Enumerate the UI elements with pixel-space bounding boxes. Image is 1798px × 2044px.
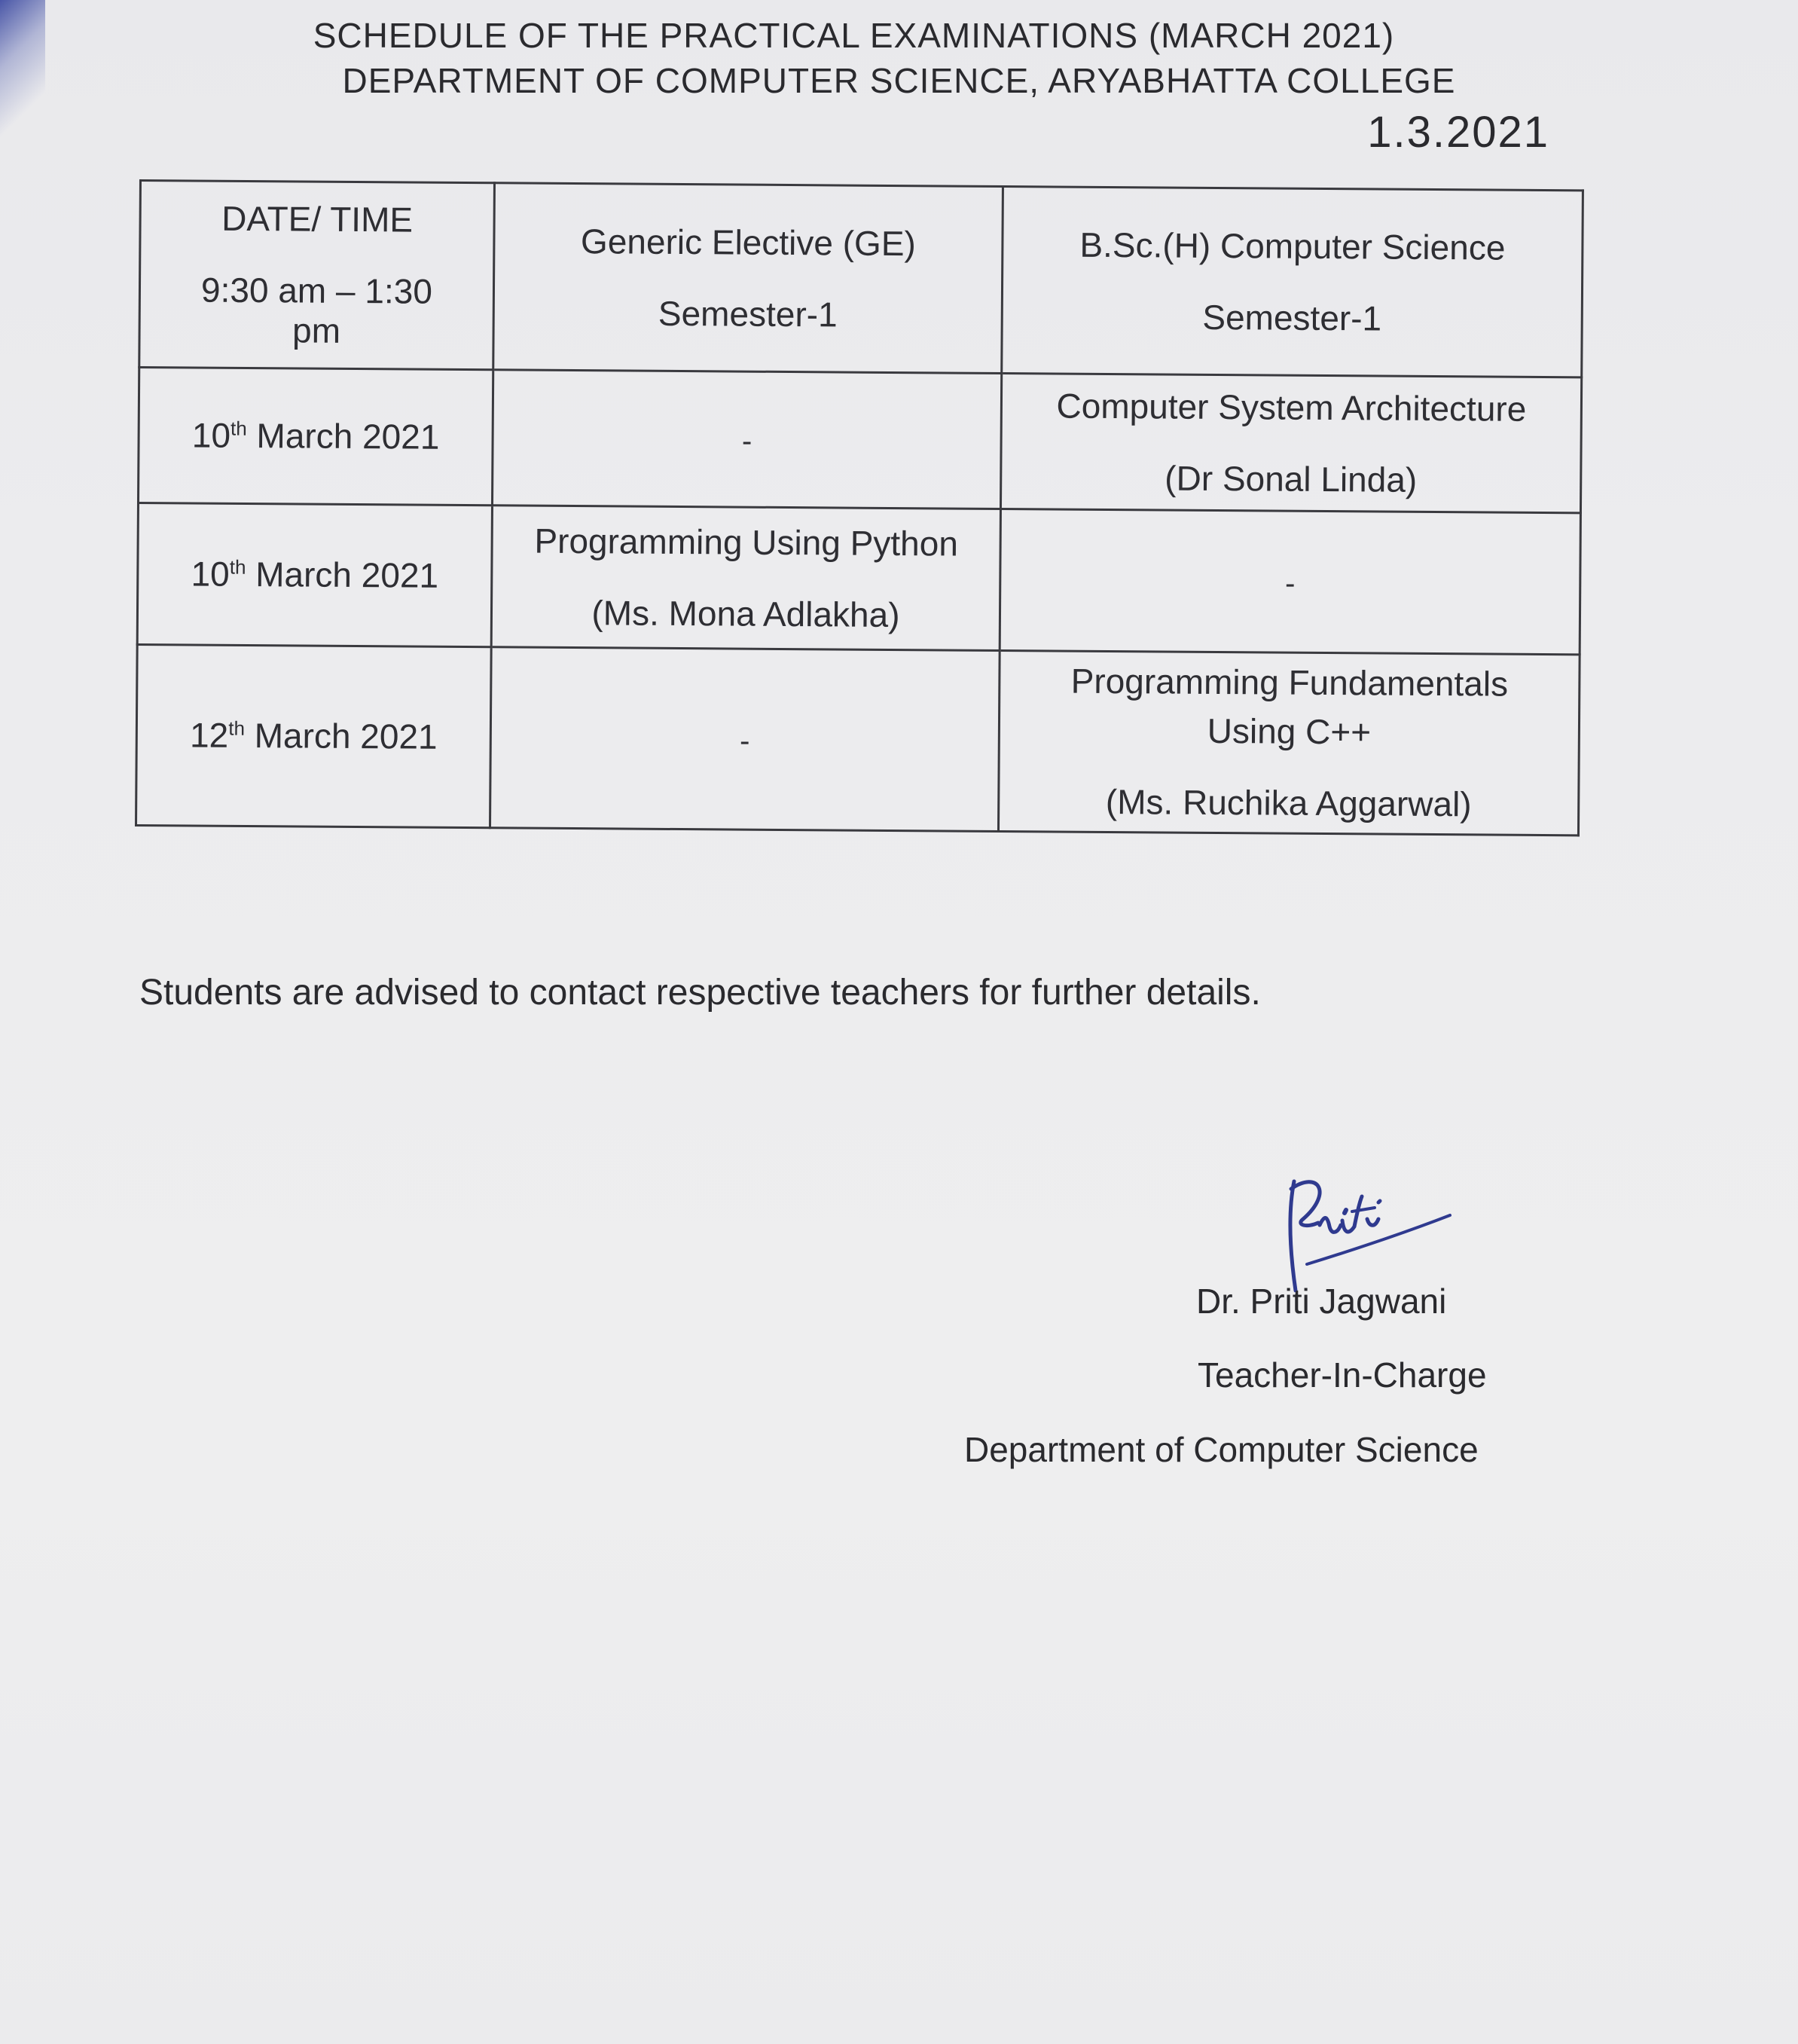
bsc-exam-cell — [998, 650, 1580, 835]
table-row — [136, 644, 1580, 835]
department-title: DEPARTMENT OF COMPUTER SCIENCE, ARYABHATTA COLLEGE — [342, 61, 1456, 100]
header-bsc-cs — [1002, 187, 1583, 377]
header-bsc-semester: Semester-1 — [1202, 297, 1382, 338]
header-ge-title: Generic Elective (GE) — [580, 221, 917, 263]
ge-exam-cell — [490, 647, 1000, 832]
exam-date: 10th March 2021 — [139, 368, 493, 506]
ge-exam-cell — [492, 370, 1001, 509]
document-title: SCHEDULE OF THE PRACTICAL EXAMINATIONS (MARCH 2021) — [313, 16, 1395, 55]
table-row — [137, 503, 1580, 655]
exam-date: 12th March 2021 — [136, 644, 492, 827]
handwritten-signature — [1273, 1166, 1461, 1298]
empty-dash: - — [1284, 567, 1296, 600]
table-header-row — [139, 181, 1583, 377]
advisory-note: Students are advised to contact respective teachers for further details. — [139, 973, 1261, 1013]
empty-dash: - — [739, 724, 750, 758]
document-date: 1.3.2021 — [1367, 108, 1549, 157]
header-time-range: 9:30 am – 1:30 — [200, 270, 433, 311]
bsc-exam-cell — [1000, 509, 1580, 654]
subject-name: Programming Fundamentals — [1070, 661, 1509, 704]
signatory-department: Department of Computer Science — [964, 1430, 1479, 1469]
header-date-time — [139, 181, 495, 370]
header-time-range-end: pm — [292, 310, 341, 350]
teacher-name: (Ms. Mona Adlakha) — [591, 592, 900, 634]
empty-dash: - — [741, 424, 752, 458]
table-row — [139, 368, 1582, 513]
header-date-time-label: DATE/ TIME — [221, 198, 414, 240]
subject-name: Computer System Architecture — [1056, 386, 1527, 429]
ge-exam-cell — [491, 506, 1000, 651]
bsc-exam-cell — [1000, 373, 1581, 512]
exam-date: 10th March 2021 — [137, 503, 492, 647]
header-ge-semester: Semester-1 — [658, 293, 838, 334]
signatory-name: Dr. Priti Jagwani — [1196, 1282, 1447, 1321]
exam-schedule-table — [135, 179, 1584, 836]
teacher-name: (Ms. Ruchika Aggarwal) — [1105, 781, 1472, 824]
subject-name: Programming Using Python — [534, 521, 959, 564]
signatory-role: Teacher-In-Charge — [1198, 1355, 1487, 1395]
header-generic-elective — [493, 183, 1003, 374]
header-bsc-title: B.Sc.(H) Computer Science — [1079, 225, 1506, 267]
teacher-name: (Dr Sonal Linda) — [1165, 458, 1418, 500]
subject-name-cont: Using C++ — [1207, 710, 1372, 752]
